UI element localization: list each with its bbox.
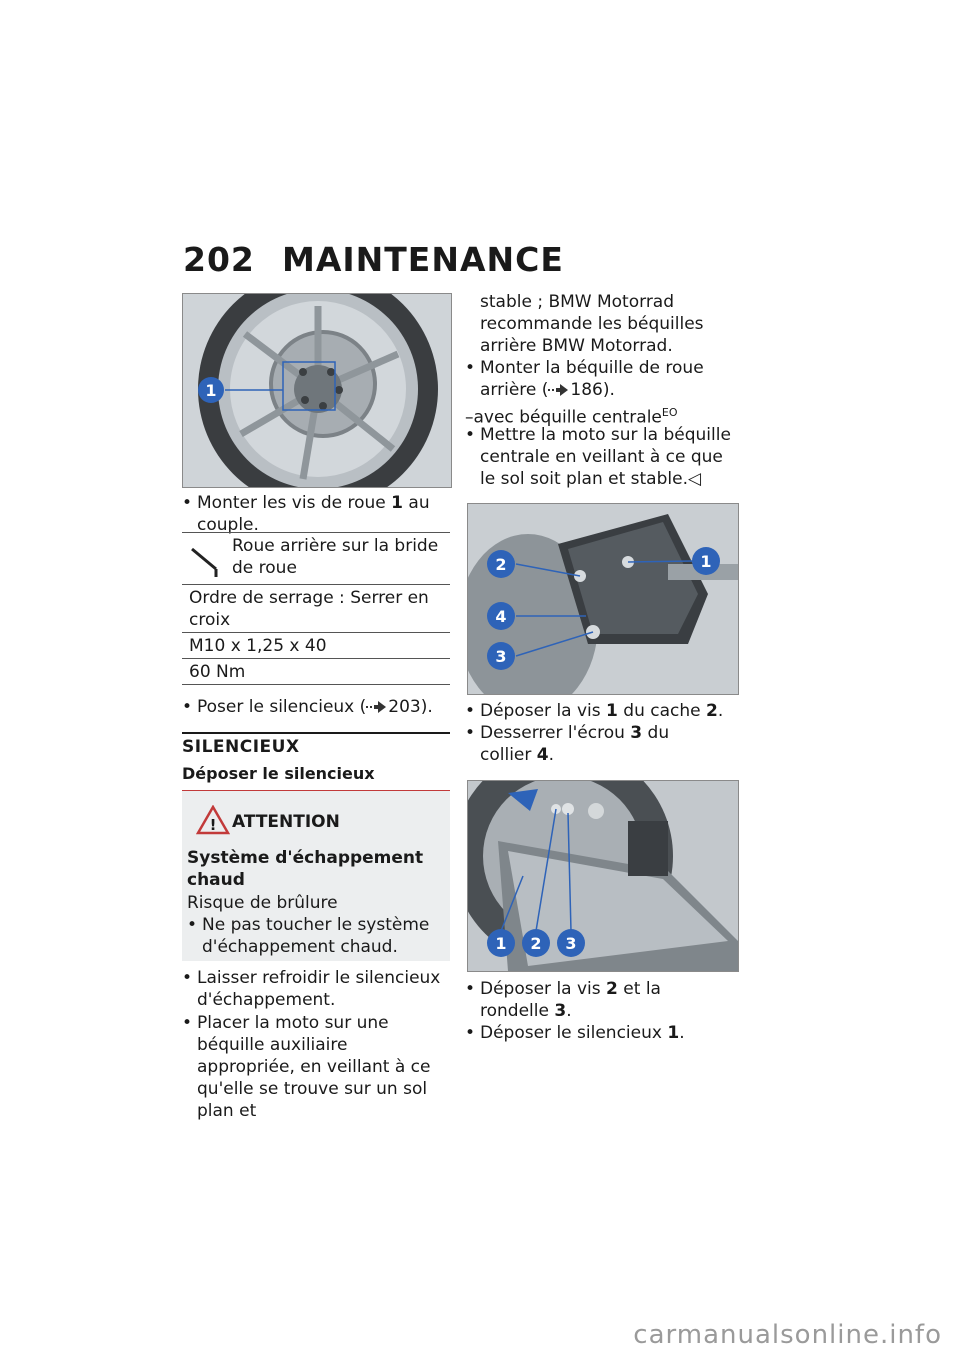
figure-silencer bbox=[467, 780, 739, 972]
ref-number: 3 bbox=[554, 1001, 567, 1021]
step-text: . bbox=[717, 701, 724, 721]
bullet-dot: • bbox=[182, 697, 193, 717]
warning-triangle-icon bbox=[196, 805, 230, 835]
step-text: Déposer la vis bbox=[480, 979, 607, 999]
end-mark: ◁ bbox=[687, 469, 702, 489]
bullet-dot: • bbox=[465, 425, 476, 445]
step-mount-screws bbox=[182, 492, 450, 536]
callout-2: 2 bbox=[530, 934, 542, 953]
step-text: du collier bbox=[480, 723, 670, 765]
bullet-dot: • bbox=[182, 1013, 193, 1033]
bullet-dot: • bbox=[465, 701, 476, 721]
bullet-dot: • bbox=[465, 723, 476, 743]
bullet-dot: • bbox=[465, 979, 476, 999]
page-ref-arrow-icon bbox=[366, 701, 388, 713]
step-text: . bbox=[548, 745, 555, 765]
torque-table-row: M10 x 1,25 x 40 bbox=[182, 633, 450, 659]
subsection-title: Déposer le silencieux bbox=[182, 764, 375, 783]
step-text: Déposer le silencieux bbox=[480, 1023, 668, 1043]
step-text: Mettre la moto sur la béquille centrale en veillant à ce que le sol soit plan et stable. bbox=[480, 425, 731, 489]
silencer-illustration bbox=[468, 781, 738, 971]
ref-number: 3 bbox=[630, 723, 643, 743]
step-remove-silencer bbox=[465, 1022, 740, 1044]
callout-3: 3 bbox=[495, 647, 507, 666]
callout-1: 1 bbox=[700, 552, 712, 571]
page-ref[interactable]: 203 bbox=[388, 697, 421, 717]
bullet-dot: • bbox=[465, 1023, 476, 1043]
step-text: et la rondelle bbox=[480, 979, 661, 1021]
option-prefix: –avec béquille centrale bbox=[465, 407, 662, 428]
bullet-dot: • bbox=[182, 968, 193, 988]
warning-instruction-text: Ne pas toucher le système d'échappement chaud. bbox=[202, 915, 430, 957]
page-number: 202 bbox=[183, 240, 255, 279]
step-text: Desserrer l'écrou bbox=[480, 723, 631, 743]
option-superscript: EO bbox=[661, 406, 678, 419]
step-text: Laisser refroidir le silencieux d'échappement. bbox=[197, 968, 441, 1010]
page-ref[interactable]: 186 bbox=[570, 380, 603, 400]
page-ref-arrow-icon bbox=[548, 384, 570, 396]
ref-number: 2 bbox=[706, 701, 718, 721]
torque-table-row: Ordre de serrage : Serrer en croix bbox=[182, 585, 450, 633]
bullet-dot: • bbox=[182, 493, 193, 513]
step-auxiliary-stand bbox=[182, 1012, 450, 1121]
figure-rear-wheel bbox=[182, 293, 452, 488]
section-rule bbox=[182, 732, 450, 734]
exhaust-cover-illustration bbox=[468, 504, 738, 694]
figure-exhaust-cover bbox=[467, 503, 739, 695]
step-text: . bbox=[679, 1023, 685, 1043]
warning-box bbox=[182, 790, 450, 961]
step-text: Monter les vis de roue bbox=[197, 493, 392, 513]
section-title: SILENCIEUX bbox=[182, 737, 300, 757]
step-center-stand bbox=[465, 424, 740, 490]
page-title: MAINTENANCE bbox=[282, 240, 564, 279]
callout-1: 1 bbox=[495, 934, 507, 953]
step-rear-stand bbox=[465, 357, 740, 401]
step-text: Monter la béquille de roue arrière ( bbox=[480, 358, 704, 400]
warning-risk: Risque de brûlure bbox=[187, 893, 338, 913]
svg-text:!: ! bbox=[209, 816, 217, 834]
torque-wrench-icon bbox=[188, 543, 224, 579]
ref-number: 4 bbox=[536, 745, 549, 765]
callout-1: 1 bbox=[205, 381, 217, 400]
step-text: du cache bbox=[617, 701, 707, 721]
step-text: Déposer la vis bbox=[480, 701, 607, 721]
torque-table-title-row bbox=[182, 533, 450, 585]
torque-table-title: Roue arrière sur la bride de roue bbox=[232, 536, 439, 578]
callout-4: 4 bbox=[495, 607, 507, 626]
callout-3: 3 bbox=[565, 934, 577, 953]
warning-instruction bbox=[187, 914, 437, 958]
ref-number: 1 bbox=[391, 493, 403, 513]
step-install-silencer bbox=[182, 696, 452, 718]
ref-number: 2 bbox=[606, 979, 618, 999]
callout-2: 2 bbox=[495, 555, 507, 574]
torque-table bbox=[182, 532, 450, 685]
ref-number: 1 bbox=[667, 1023, 680, 1043]
continuation-text: stable ; BMW Motorrad recommande les béquilles arrière BMW Motorrad. bbox=[480, 292, 704, 356]
step-text: . bbox=[566, 1001, 572, 1021]
ref-number: 1 bbox=[606, 701, 618, 721]
step-remove-cover-screw bbox=[465, 700, 740, 722]
step-text: Placer la moto sur une béquille auxiliaire appropriée, en veillant à ce qu'elle se trouve sur un sol plan et bbox=[197, 1013, 431, 1121]
step-text: ). bbox=[602, 380, 615, 400]
warning-headline: Système d'échappement chaud bbox=[187, 848, 424, 890]
bullet-dot: • bbox=[187, 915, 198, 935]
step-text: au couple. bbox=[197, 493, 430, 535]
footer-watermark: carmanualsonline.info bbox=[633, 1320, 942, 1350]
step-remove-screw-washer bbox=[465, 978, 715, 1022]
step-loosen-clamp-nut bbox=[465, 722, 715, 766]
rear-wheel-illustration bbox=[183, 294, 451, 487]
bullet-dot: • bbox=[465, 358, 476, 378]
step-text: ). bbox=[420, 697, 433, 717]
warning-label: ATTENTION bbox=[232, 812, 340, 832]
step-cool-silencer bbox=[182, 967, 450, 1011]
torque-table-row: 60 Nm bbox=[182, 659, 450, 685]
step-text: Poser le silencieux ( bbox=[197, 697, 367, 717]
